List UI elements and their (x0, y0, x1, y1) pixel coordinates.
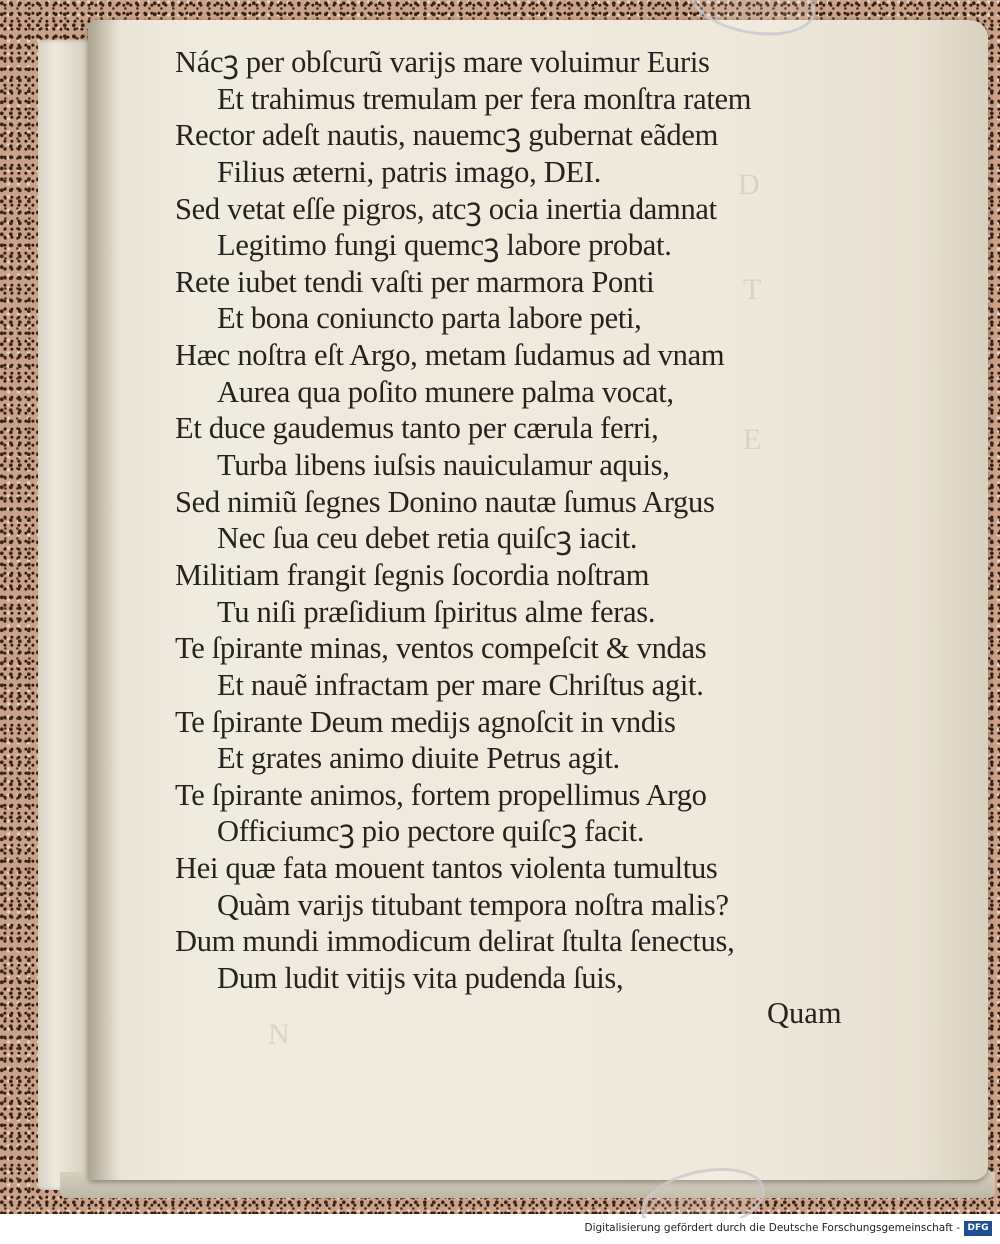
verse-line: Militiam frangit ſegnis ſocordia noſtram (175, 557, 650, 592)
verse-line: Turba libens iuſsis nauiculamur aquis, (217, 448, 670, 483)
catchword: Quam (767, 996, 842, 1030)
verse-line: Sed vetat eſſe pigros, atcꝫ ocia inertia damnat (175, 191, 717, 226)
verse-line: Dum mundi immodicum delirat ſtulta ſenectus, (175, 924, 735, 959)
verse-line: Legitimo fungi quemcꝫ labore probat. (217, 228, 672, 263)
verse-text-block (175, 44, 875, 997)
verse-line: Aurea qua poſito munere palma vocat, (217, 374, 674, 409)
verse-line: Te ſpirante minas, ventos compeſcit & vndas (175, 631, 707, 666)
verse-line: Rete iubet tendi vaſti per marmora Ponti (175, 264, 655, 299)
digitization-footer (0, 1218, 1000, 1240)
verse-line: Et trahimus tremulam per fera monſtra ratem (217, 81, 752, 116)
verse-line: Et nauẽ infractam per mare Chriſtus agit. (217, 667, 704, 702)
verse-line: Et bona coniuncto parta labore peti, (217, 301, 642, 336)
dfg-logo[interactable]: DFG (964, 1221, 992, 1236)
verse-line: Rector adeſt nautis, nauemcꝫ gubernat eãdem (175, 118, 718, 153)
verse-line: Officiumcꝫ pio pectore quiſcꝫ facit. (217, 814, 645, 849)
verse-line: Te ſpirante animos, fortem propellimus Argo (175, 777, 707, 812)
verse-line: Hæc noſtra eſt Argo, metam ſudamus ad vnam (175, 338, 725, 373)
funding-credit: Digitalisierung gefördert durch die Deutsche Forschungsgemeinschaft - (584, 1222, 960, 1234)
verse-line: Filius æterni, patris imago, DEI. (217, 154, 602, 189)
page-gutter-shadow (88, 20, 118, 1180)
verse-line: Sed nimiũ ſegnes Donino nautæ ſumus Argus (175, 484, 715, 519)
show-through-mark: N (268, 1018, 290, 1051)
verse-line: Tu niſi præſidium ſpiritus alme feras. (217, 594, 656, 629)
verse-line: Dum ludit vitijs vita pudenda ſuis, (217, 961, 624, 996)
show-through-mark: E (743, 423, 762, 456)
verse-line: Hei quæ fata mouent tantos violenta tumultus (175, 851, 718, 886)
verse-line: Nec ſua ceu debet retia quiſcꝫ iacit. (217, 521, 638, 556)
verse-line: Nácꝫ per obſcurũ varijs mare voluimur Euris (175, 45, 710, 79)
show-through-mark: D (738, 168, 760, 201)
show-through-mark: T (743, 273, 762, 306)
verse-line: Quàm varijs titubant tempora noſtra malis? (217, 887, 729, 922)
verse-line: Te ſpirante Deum medijs agnoſcit in vndis (175, 704, 676, 739)
verse-line: Et grates animo diuite Petrus agit. (217, 741, 620, 776)
verse-line: Et duce gaudemus tanto per cærula ferri, (175, 411, 659, 446)
